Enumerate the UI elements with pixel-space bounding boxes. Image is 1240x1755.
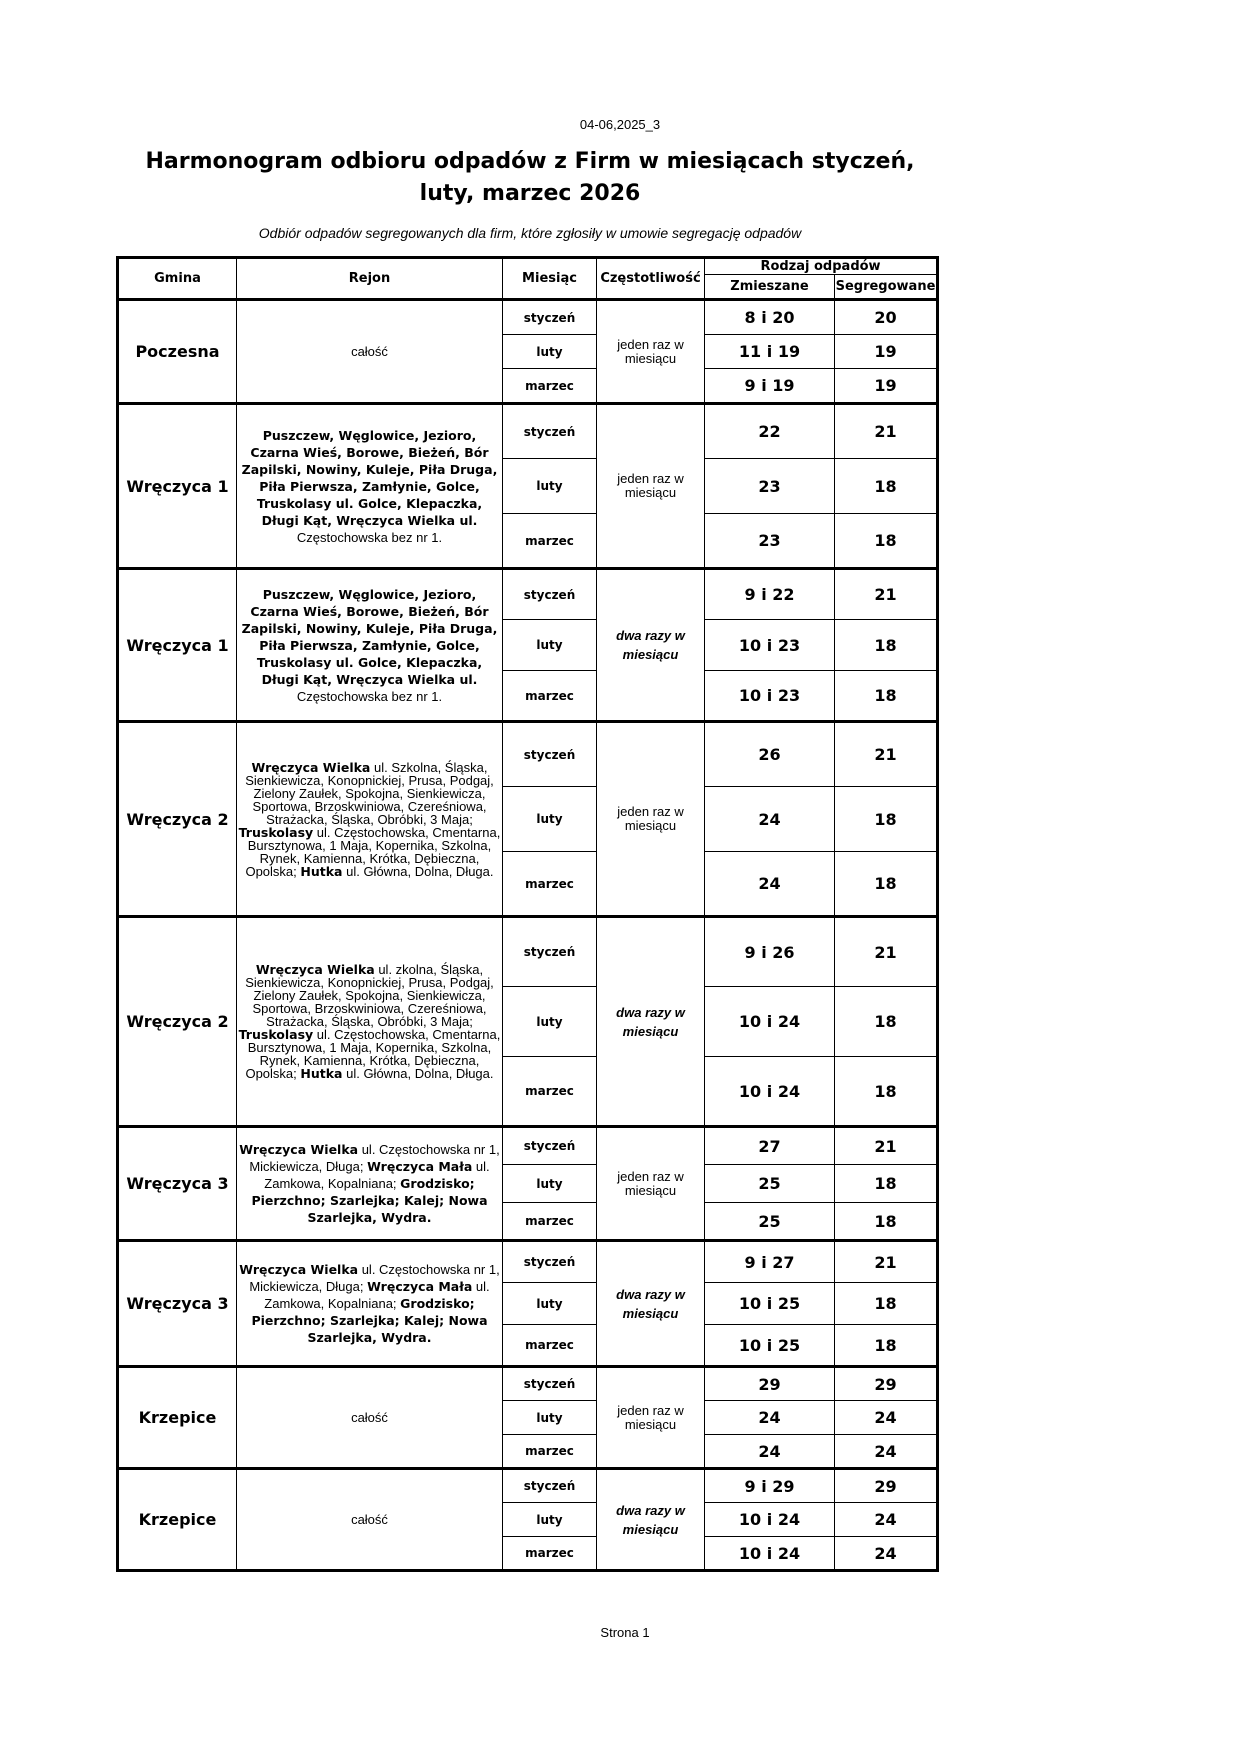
- month-cell: marzec: [503, 1435, 597, 1469]
- month-cell: marzec: [503, 1203, 597, 1241]
- segregated-waste-dates: 18: [835, 852, 938, 917]
- region-text-segment: całość: [351, 344, 388, 359]
- schedule-body: [118, 300, 938, 1571]
- gmina-cell: Wręczyca 3: [118, 1127, 237, 1241]
- segregated-waste-dates: 21: [835, 722, 938, 787]
- segregated-waste-dates: 18: [835, 1057, 938, 1127]
- region-text-segment: całość: [351, 1512, 388, 1527]
- page-number: Strona 1: [600, 1625, 650, 1640]
- schedule-table: [116, 256, 939, 1572]
- header-rodzaj-odpadow: Rodzaj odpadów: [705, 258, 938, 275]
- month-cell: luty: [503, 620, 597, 671]
- mixed-waste-dates: 23: [705, 459, 835, 514]
- table-row: [118, 1367, 938, 1401]
- segregated-waste-dates: 21: [835, 917, 938, 987]
- month-cell: marzec: [503, 1325, 597, 1367]
- region-text-segment: Wręczyca Wielka: [239, 1262, 359, 1277]
- region-text-segment: ul. Częstochowska, Cmentarna, Bursztynowa, 1 Maja, Kopernika, Szkolna, Rynek, Kamienna, Krótka, Dębieczna, Opolska;: [245, 1027, 501, 1081]
- month-cell: luty: [503, 987, 597, 1057]
- mixed-waste-dates: 22: [705, 404, 835, 459]
- mixed-waste-dates: 25: [705, 1203, 835, 1241]
- region-text-segment: ul. Częstochowska nr 1, Mickiewicza, Długa;: [249, 1142, 500, 1174]
- region-text-segment: Truskolasy: [238, 1027, 314, 1042]
- month-cell: luty: [503, 1401, 597, 1435]
- mixed-waste-dates: 10 i 23: [705, 671, 835, 722]
- mixed-waste-dates: 9 i 22: [705, 569, 835, 620]
- segregated-waste-dates: 18: [835, 987, 938, 1057]
- gmina-cell: Wręczyca 2: [118, 722, 237, 917]
- header-gmina: Gmina: [118, 258, 237, 300]
- region-text-segment: Hutka: [300, 1066, 343, 1081]
- region-text-segment: Grodzisko; Pierzchno; Szarlejka; Kalej; Nowa Szarlejka, Wydra.: [251, 1296, 488, 1345]
- mixed-waste-dates: 24: [705, 1435, 835, 1469]
- gmina-cell: Wręczyca 1: [118, 404, 237, 569]
- segregated-waste-dates: 18: [835, 1283, 938, 1325]
- region-text-segment: Wręczyca Mała: [367, 1159, 473, 1174]
- table-row: [118, 1241, 938, 1283]
- region-text-segment: ul. Częstochowska, Cmentarna, Bursztynowa, 1 Maja, Kopernika, Szkolna, Rynek, Kamienna, Krótka, Dębieczna, Opolska;: [245, 824, 501, 879]
- region-cell: [237, 300, 503, 404]
- segregated-waste-dates: 24: [835, 1435, 938, 1469]
- month-cell: styczeń: [503, 569, 597, 620]
- mixed-waste-dates: 26: [705, 722, 835, 787]
- month-cell: styczeń: [503, 1127, 597, 1165]
- region-cell: [237, 722, 503, 917]
- month-cell: styczeń: [503, 917, 597, 987]
- gmina-cell: Wręczyca 2: [118, 917, 237, 1127]
- document-code: 04-06,2025_3: [579, 117, 661, 132]
- page-subtitle: Odbiór odpadów segregowanych dla firm, które zgłosiły w umowie segregację odpadów: [258, 225, 802, 241]
- page-title: [120, 146, 940, 210]
- segregated-waste-dates: 24: [835, 1401, 938, 1435]
- mixed-waste-dates: 9 i 26: [705, 917, 835, 987]
- mixed-waste-dates: 10 i 23: [705, 620, 835, 671]
- region-text-segment: ul. zkolna, Śląska, Sienkiewicza, Konopnickiej, Prusa, Podgaj, Zielony Zaułek, Spokojna, Sienkiewicza, Sportowa, Brzoskwiniowa, Czereśniowa, Strażacka, Śląska, Obróbki, 3 Maja;: [245, 962, 494, 1029]
- month-cell: styczeń: [503, 1469, 597, 1503]
- segregated-waste-dates: 19: [835, 369, 938, 404]
- region-text-segment: Truskolasy: [238, 824, 314, 840]
- segregated-waste-dates: 18: [835, 1165, 938, 1203]
- month-cell: marzec: [503, 1537, 597, 1571]
- mixed-waste-dates: 9 i 29: [705, 1469, 835, 1503]
- mixed-waste-dates: 11 i 19: [705, 335, 835, 369]
- segregated-waste-dates: 24: [835, 1503, 938, 1537]
- header-rejon: Rejon: [237, 258, 503, 300]
- table-row: [118, 300, 938, 335]
- region-text-segment: ul. Zamkowa, Kopalniana;: [264, 1159, 490, 1191]
- mixed-waste-dates: 23: [705, 514, 835, 569]
- segregated-waste-dates: 19: [835, 335, 938, 369]
- region-text-segment: Wręczyca Wielka: [255, 962, 375, 977]
- segregated-waste-dates: 18: [835, 459, 938, 514]
- mixed-waste-dates: 9 i 27: [705, 1241, 835, 1283]
- segregated-waste-dates: 18: [835, 671, 938, 722]
- mixed-waste-dates: 10 i 24: [705, 1503, 835, 1537]
- mixed-waste-dates: 10 i 25: [705, 1325, 835, 1367]
- segregated-waste-dates: 18: [835, 1203, 938, 1241]
- region-cell: [237, 917, 503, 1127]
- month-cell: styczeń: [503, 300, 597, 335]
- segregated-waste-dates: 21: [835, 1241, 938, 1283]
- mixed-waste-dates: 10 i 25: [705, 1283, 835, 1325]
- gmina-cell: Wręczyca 3: [118, 1241, 237, 1367]
- month-cell: marzec: [503, 1057, 597, 1127]
- region-cell: [237, 569, 503, 722]
- frequency-cell: jeden raz w miesiącu: [597, 300, 705, 404]
- region-text-segment: Hutka: [300, 863, 343, 879]
- frequency-cell: dwa razy w miesiącu: [597, 917, 705, 1127]
- region-cell: [237, 1241, 503, 1367]
- title-line-2: luty, marzec 2026: [419, 181, 641, 206]
- mixed-waste-dates: 10 i 24: [705, 1537, 835, 1571]
- gmina-cell: Poczesna: [118, 300, 237, 404]
- header-czestotliwosc: Częstotliwość: [597, 258, 705, 300]
- mixed-waste-dates: 8 i 20: [705, 300, 835, 335]
- region-text-segment: Puszczew, Węglowice, Jezioro, Czarna Wieś, Borowe, Bieżeń, Bór Zapilski, Nowiny, Kuleje, Piła Druga, Piła Pierwsza, Zamłynie, Golce, Truskolasy ul. Golce, Klepaczka, Długi Kąt, Wręczyca Wielka ul.: [241, 427, 498, 528]
- segregated-waste-dates: 21: [835, 1127, 938, 1165]
- region-text-segment: ul. Główna, Dolna, Długa.: [342, 863, 494, 879]
- mixed-waste-dates: 10 i 24: [705, 1057, 835, 1127]
- month-cell: luty: [503, 1503, 597, 1537]
- segregated-waste-dates: 24: [835, 1537, 938, 1571]
- frequency-cell: jeden raz w miesiącu: [597, 722, 705, 917]
- segregated-waste-dates: 18: [835, 787, 938, 852]
- segregated-waste-dates: 21: [835, 404, 938, 459]
- region-cell: [237, 1127, 503, 1241]
- region-text-segment: ul. Główna, Dolna, Długa.: [342, 1066, 494, 1081]
- segregated-waste-dates: 18: [835, 620, 938, 671]
- region-text-segment: ul. Zamkowa, Kopalniana;: [264, 1279, 490, 1311]
- month-cell: styczeń: [503, 722, 597, 787]
- header-miesiac: Miesiąc: [503, 258, 597, 300]
- mixed-waste-dates: 24: [705, 852, 835, 917]
- frequency-cell: jeden raz w miesiącu: [597, 1127, 705, 1241]
- header-segregowane: Segregowane: [835, 275, 938, 300]
- table-row: [118, 1469, 938, 1503]
- frequency-cell: jeden raz w miesiącu: [597, 1367, 705, 1469]
- gmina-cell: Krzepice: [118, 1367, 237, 1469]
- month-cell: luty: [503, 1283, 597, 1325]
- month-cell: styczeń: [503, 404, 597, 459]
- region-cell: [237, 1367, 503, 1469]
- table-row: [118, 569, 938, 620]
- title-line-1: Harmonogram odbioru odpadów z Firm w miesiącach styczeń,: [145, 149, 915, 174]
- month-cell: marzec: [503, 852, 597, 917]
- region-cell: [237, 1469, 503, 1571]
- table-row: [118, 722, 938, 787]
- month-cell: styczeń: [503, 1241, 597, 1283]
- month-cell: luty: [503, 459, 597, 514]
- region-text-segment: ul. Szkolna, Śląska, Sienkiewicza, Konopnickiej, Prusa, Podgaj, Zielony Zaułek, Spokojna, Sienkiewicza, Sportowa, Brzoskwiniowa, Czereśniowa, Strażacka, Śląska, Obróbki, 3 Maja;: [245, 759, 494, 827]
- frequency-cell: dwa razy w miesiącu: [597, 1469, 705, 1571]
- gmina-cell: Wręczyca 1: [118, 569, 237, 722]
- segregated-waste-dates: 29: [835, 1469, 938, 1503]
- month-cell: marzec: [503, 369, 597, 404]
- frequency-cell: jeden raz w miesiącu: [597, 404, 705, 569]
- mixed-waste-dates: 9 i 19: [705, 369, 835, 404]
- mixed-waste-dates: 24: [705, 787, 835, 852]
- region-text-segment: Częstochowska bez nr 1.: [296, 529, 443, 545]
- region-text-segment: ul. Częstochowska nr 1, Mickiewicza, Długa;: [249, 1262, 500, 1294]
- header-zmieszane: Zmieszane: [705, 275, 835, 300]
- segregated-waste-dates: 21: [835, 569, 938, 620]
- mixed-waste-dates: 25: [705, 1165, 835, 1203]
- gmina-cell: Krzepice: [118, 1469, 237, 1571]
- region-cell: [237, 404, 503, 569]
- region-text-segment: Grodzisko; Pierzchno; Szarlejka; Kalej; Nowa Szarlejka, Wydra.: [251, 1176, 488, 1225]
- month-cell: luty: [503, 1165, 597, 1203]
- mixed-waste-dates: 24: [705, 1401, 835, 1435]
- segregated-waste-dates: 20: [835, 300, 938, 335]
- mixed-waste-dates: 29: [705, 1367, 835, 1401]
- mixed-waste-dates: 27: [705, 1127, 835, 1165]
- region-text-segment: Wręczyca Mała: [367, 1279, 473, 1294]
- mixed-waste-dates: 10 i 24: [705, 987, 835, 1057]
- month-cell: luty: [503, 787, 597, 852]
- month-cell: marzec: [503, 514, 597, 569]
- table-row: [118, 404, 938, 459]
- table-row: [118, 1127, 938, 1165]
- region-text-segment: Częstochowska bez nr 1.: [296, 688, 443, 704]
- segregated-waste-dates: 18: [835, 1325, 938, 1367]
- segregated-waste-dates: 29: [835, 1367, 938, 1401]
- region-text-segment: Puszczew, Węglowice, Jezioro, Czarna Wieś, Borowe, Bieżeń, Bór Zapilski, Nowiny, Kuleje, Piła Druga, Piła Pierwsza, Zamłynie, Golce, Truskolasy ul. Golce, Klepaczka, Długi Kąt, Wręczyca Wielka ul.: [241, 586, 498, 687]
- table-row: [118, 917, 938, 987]
- month-cell: marzec: [503, 671, 597, 722]
- region-text-segment: Wręczyca Wielka: [239, 1142, 359, 1157]
- segregated-waste-dates: 18: [835, 514, 938, 569]
- region-text-segment: całość: [351, 1410, 388, 1425]
- region-text-segment: Wręczyca Wielka: [251, 759, 371, 775]
- frequency-cell: dwa razy w miesiącu: [597, 1241, 705, 1367]
- month-cell: luty: [503, 335, 597, 369]
- frequency-cell: dwa razy w miesiącu: [597, 569, 705, 722]
- month-cell: styczeń: [503, 1367, 597, 1401]
